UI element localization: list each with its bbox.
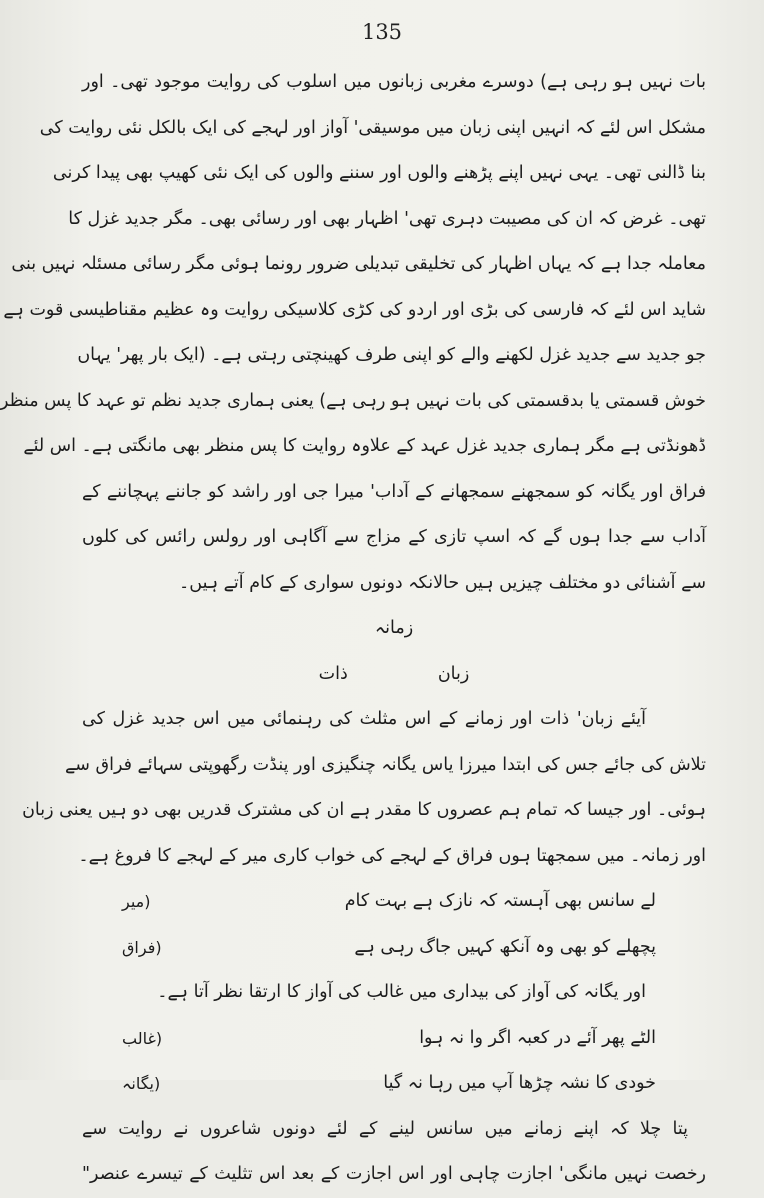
paragraph-line: بنا ڈالنی تھی۔ یہی نہیں اپنے پڑھنے والوں اور سننے والوں کی ایک نئی کھیپ بھی پیدا کرنی: [52, 163, 706, 183]
verse-poet: (غالب: [122, 1028, 163, 1048]
verse-poet: (یگانہ: [122, 1074, 161, 1093]
paragraph-line: اور زمانہ۔ میں سمجھتا ہوں فراق کے لہجے کی خواب کاری میر کے لہجے کا فروغ ہے۔: [78, 845, 706, 866]
verse-poet: (میر: [122, 892, 151, 911]
paragraph-line: سے آشنائی دو مختلف چیزیں ہیں حالانکہ دونوں سواری کے کام آتے ہیں۔: [179, 572, 706, 593]
paragraph-line: آداب سے جدا ہوں گے کہ اسپ تازی کے مزاج سے آگاہی اور رولس رائس کی کلوں: [82, 527, 706, 547]
triangle-right-label: زبان: [437, 663, 470, 684]
paragraph-line: فراق اور یگانہ کو سمجھنے سمجھانے کے آداب' میرا جی اور راشد کو جاننے پہچاننے کے: [82, 481, 706, 502]
paragraph-line: مشکل اس لئے کہ انہیں اپنی زبان میں موسیقی' آواز اور لہجے کی ایک بالکل نئی روایت کی: [39, 117, 706, 138]
triangle-base-labels: [82, 652, 706, 698]
paragraph-line: رخصت نہیں مانگی' اجازت چاہی اور اس اجازت کے بعد اس تثلیث کے تیسرے عنصر": [82, 1164, 706, 1184]
page-number: 135: [361, 20, 403, 44]
paragraph-line: پتا چلا کہ اپنے زمانے میں سانس لینے کے لئے دونوں شاعروں نے روایت سے: [82, 1118, 688, 1139]
paragraph-line: تلاش کی جائے جس کی ابتدا میرزا یاس یگانہ چنگیزی اور پنڈت رگھوپتی سہائے فراق سے: [65, 754, 706, 775]
verse-line: [82, 879, 706, 925]
triangle-top-label: زمانہ: [374, 618, 414, 638]
paragraph-line: ہوئی۔ اور جیسا کہ تمام ہم عصروں کا مقدر ہے ان کی مشترک قدریں بھی دو ہیں یعنی زبان: [22, 800, 706, 820]
page-text: [0, 60, 706, 1198]
verse-line: [82, 925, 706, 971]
verse-text: خودی کا نشہ چڑھا آپ میں رہا نہ گیا: [383, 1073, 656, 1093]
paragraph-line: ڈھونڈتی ہے مگر ہماری جدید غزل عہد کے علاوہ روایت کا پس منظر بھی مانگتی ہے۔ اس لئے: [23, 436, 706, 456]
verse-text: پچھلے کو بھی وہ آنکھ کہیں جاگ رہی ہے: [354, 936, 656, 957]
triangle-left-label: ذات: [318, 663, 348, 684]
paragraph-line: شاید اس لئے کہ فارسی کی بڑی اور اردو کی کڑی کلاسیکی روایت وہ عظیم مقناطیسی قوت ہے: [3, 299, 706, 320]
verse-line: [82, 1016, 706, 1062]
paragraph-line: جو جدید سے جدید غزل لکھنے والے کو اپنی طرف کھینچتی رہتی ہے۔ (ایک بار پھر' یہاں: [77, 345, 706, 365]
verse-text: الٹے پھر آئے در کعبہ اگر وا نہ ہوا: [419, 1027, 656, 1048]
verse-poet: (فراق: [122, 937, 162, 957]
paragraph-line: معاملہ جدا ہے کہ یہاں اظہار کی تخلیقی تبدیلی ضرور رونما ہوئی مگر رسائی مسئلہ نہیں بنی: [11, 254, 706, 274]
verse-text: لے سانس بھی آہستہ کہ نازک ہے بہت کام: [344, 891, 656, 911]
verse-line: [82, 1061, 706, 1107]
paragraph-line: بات نہیں ہو رہی ہے) دوسرے مغربی زبانوں میں اسلوب کی روایت موجود تھی۔ اور: [82, 72, 706, 92]
paragraph-line: آیئے زبان' ذات اور زمانے کے اس مثلث کی رہنمائی میں اس جدید غزل کی: [82, 709, 646, 729]
paragraph-line: خوش قسمتی یا بدقسمتی کی بات نہیں ہو رہی ہے) یعنی ہماری جدید نظم تو عہد کا پس منظر: [0, 390, 706, 411]
paragraph-line: تھی۔ غرض کہ ان کی مصیبت دہری تھی' اظہار بھی اور رسائی بھی۔ مگر جدید غزل کا: [68, 208, 706, 229]
transition-line: اور یگانہ کی آواز کی بیداری میں غالب کی آواز کا ارتقا نظر آتا ہے۔: [157, 982, 646, 1002]
